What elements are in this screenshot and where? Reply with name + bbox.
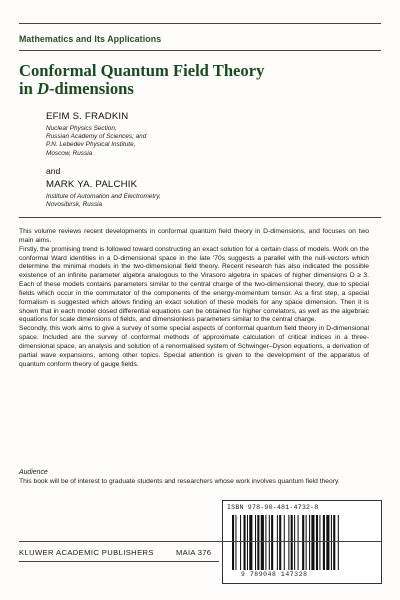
series-rule	[19, 50, 381, 51]
paragraph-3: Secondly, this work aims to give a survey of some special aspects of conformal quantum field theory in D-dimensional space. Included are the survey of conformal methods of approximate calculation of critical indices in a three-dimensional space, an analysis and solution of a renormalised system of Schwinger–Dyson equations, a derivation of partial wave expansions, among other topics. Special attention is given to the development of the apparatus of quantum conform theory of gauge fields.	[19, 325, 369, 368]
top-rule	[19, 23, 381, 24]
author-1-affiliation: Nuclear Physics Section, Russian Academy of Sciences; and P.N. Lebedev Physical Institute, Moscow, Russia	[46, 125, 147, 157]
audience-text: This book will be of interest to graduate students and researchers whose work involves quantum field theory.	[19, 478, 340, 485]
publisher: KLUWER ACADEMIC PUBLISHERS	[19, 548, 154, 557]
barcode-icon	[226, 515, 376, 570]
and-connector: and	[46, 166, 61, 176]
title-line-2: in D-dimensions	[19, 79, 134, 98]
series-name: Mathematics and Its Applications	[19, 34, 162, 44]
isbn: ISBN 978-90-481-4732-8	[227, 504, 319, 511]
title-line-1: Conformal Quantum Field Theory	[19, 61, 265, 80]
series-code: MAIA 376	[176, 548, 212, 557]
author-2-affiliation: Institute of Automation and Electrometry, Novosibirsk, Russia	[46, 193, 161, 209]
paragraph-1: This volume reviews recent developments in conformal quantum field theory in D-dimensions, and focuses on two main aims.	[19, 228, 369, 244]
barcode-number: 9 789048 147328	[241, 571, 308, 578]
paragraph-2: Firstly, the promising trend is followed toward constructing an exact solution for a certain class of models. Work on the conformal Ward identities in a D-dimensional space in the late '70s suggests a parallel with the null-vectors which determine the minimal models in the two-dimensional field theory. Recent research has also indicated the possible existence of an infinite parameter algebra analogous to the Virasoro algebra in spaces of higher dimensions D ≥ 3. Each of these models contains parameters similar to the central charge of the two-dimensional theory, due to special fields which occur in the commutator of the components of the energy-momentum tensor. As a first step, a special formalism is suggested which allows finding an exact solution of these models for any space dimension. Then it is shown that in each model closed differential equations can be obtained for higher correlators, as well as the algebraic equations for scale dimensions of fields, and dimensionless parameters similar to the central charge.	[19, 245, 369, 324]
author-2-name: MARK YA. PALCHIK	[46, 179, 138, 190]
audience-heading: Audience	[19, 469, 48, 476]
author-1-name: EFIM S. FRADKIN	[46, 111, 129, 122]
barcode-label	[222, 500, 382, 584]
footer-rule	[19, 561, 219, 562]
bottom-rule	[19, 541, 381, 542]
description-text	[19, 228, 369, 370]
body-rule	[19, 217, 381, 218]
book-title	[19, 62, 379, 98]
